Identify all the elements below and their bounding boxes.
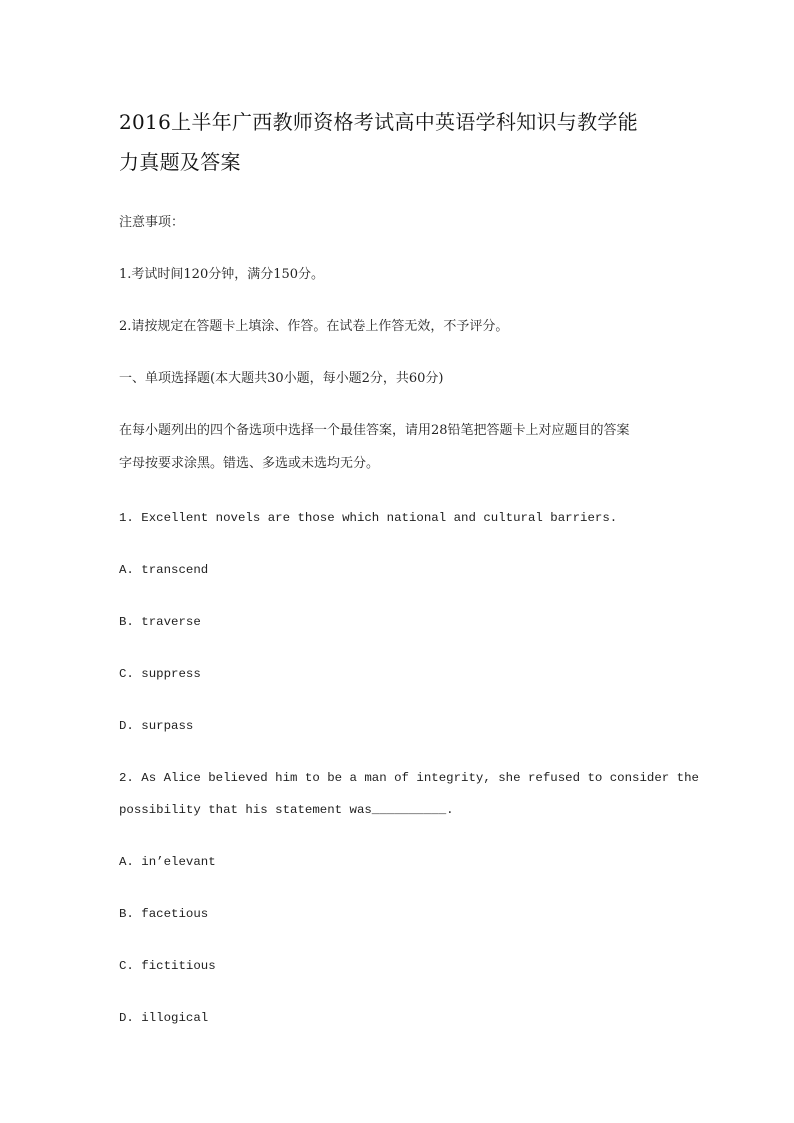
- question-1-option-d: D. surpass: [119, 719, 194, 733]
- question-1-option-c: C. suppress: [119, 667, 201, 681]
- section-heading: 一、单项选择题(本大题共30小题，每小题2分，共60分): [119, 371, 444, 386]
- question-1-option-a: A. transcend: [119, 563, 209, 577]
- question-2-option-b: B. facetious: [119, 907, 209, 921]
- notice-item-2: 2.请按规定在答题卡上填涂、作答。在试卷上作答无效，不予评分。: [119, 319, 509, 334]
- question-2-option-d: D. illogical: [119, 1011, 209, 1025]
- question-2-stem-line-2: possibility that his statement was__________.: [119, 803, 454, 817]
- notice-item-1: 1.考试时间120分钟，满分150分。: [119, 267, 325, 282]
- title-line-1: 2016上半年广西教师资格考试高中英语学科知识与教学能: [119, 110, 638, 134]
- question-2-option-c: C. fictitious: [119, 959, 216, 973]
- question-1-option-b: B. traverse: [119, 615, 201, 629]
- title-line-2: 力真题及答案: [119, 150, 241, 174]
- question-2-stem-line-1: 2. As Alice believed him to be a man of integrity, she refused to consider the: [119, 771, 699, 785]
- question-1-stem: 1. Excellent novels are those which national and cultural barriers.: [119, 511, 618, 525]
- instruction-line-2: 字母按要求涂黑。错选、多选或未选均无分。: [119, 456, 380, 471]
- document-title: [119, 102, 679, 182]
- notice-heading: 注意事项：: [119, 215, 185, 230]
- question-2-option-a: A. in’elevant: [119, 855, 216, 869]
- instruction-line-1: 在每小题列出的四个备选项中选择一个最佳答案，请用28铅笔把答题卡上对应题目的答案: [119, 423, 630, 438]
